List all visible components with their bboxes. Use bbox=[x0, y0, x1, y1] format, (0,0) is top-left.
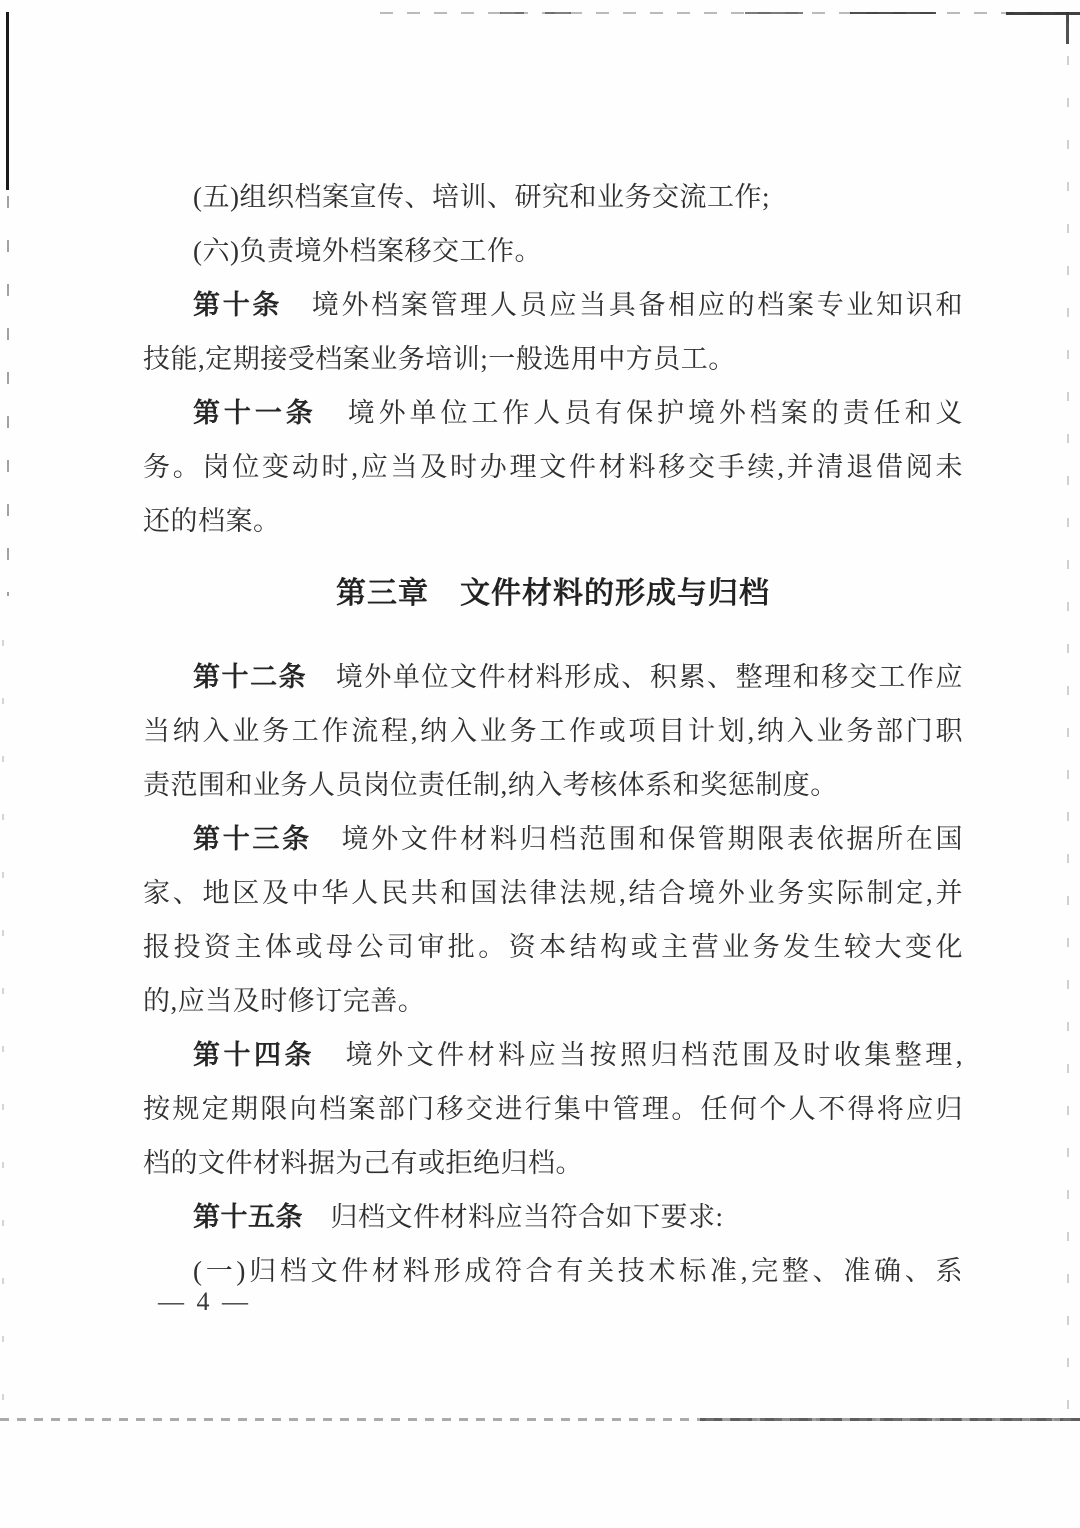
scan-artifact-left-edge-line bbox=[6, 12, 9, 190]
text-run: 家、地区及中华人民共和国法律法规,结合境外业务实际制定,并 bbox=[143, 878, 963, 908]
text-run: 报投资主体或母公司审批。资本结构或主营业务发生较大变化 bbox=[143, 932, 963, 962]
document-line bbox=[143, 1190, 963, 1244]
scan-artifact-right-edge bbox=[1067, 14, 1069, 1410]
scan-artifact-left-edge-dashes bbox=[7, 196, 9, 596]
scan-artifact-top-segment bbox=[500, 12, 524, 14]
document-line bbox=[143, 974, 963, 1028]
document-line bbox=[143, 494, 963, 548]
scan-artifact-top-segment bbox=[745, 12, 803, 14]
text-run: 技能,定期接受档案业务培训;一般选用中方员工。 bbox=[143, 344, 736, 374]
text-run: 归档文件材料应当符合如下要求: bbox=[303, 1202, 724, 1232]
text-run: (一)归档文件材料形成符合有关技术标准,完整、准确、系 bbox=[193, 1256, 963, 1286]
document-line bbox=[143, 1028, 963, 1082]
text-run: 按规定期限向档案部门移交进行集中管理。任何个人不得将应归 bbox=[143, 1094, 963, 1124]
text-run: 当纳入业务工作流程,纳入业务工作或项目计划,纳入业务部门职 bbox=[143, 716, 963, 746]
text-run: (六)负责境外档案移交工作。 bbox=[193, 236, 542, 266]
document-body bbox=[143, 170, 963, 1298]
text-run: 境外单位文件材料形成、积累、整理和移交工作应 bbox=[307, 662, 964, 692]
document-line bbox=[143, 1082, 963, 1136]
text-run: 务。岗位变动时,应当及时办理文件材料移交手续,并清退借阅未 bbox=[143, 452, 963, 482]
document-line bbox=[143, 1136, 963, 1190]
scan-artifact-top-segment bbox=[850, 12, 936, 14]
article-number: 第十五条 bbox=[193, 1202, 303, 1232]
scan-artifact-top-segment bbox=[1006, 12, 1080, 15]
scan-artifact-top-segment bbox=[545, 12, 571, 14]
scan-artifact-bottom-edge bbox=[0, 1418, 1080, 1421]
document-line bbox=[143, 386, 963, 440]
scan-artifact-bottom-edge-dark bbox=[700, 1418, 1080, 1421]
document-line bbox=[143, 758, 963, 812]
text-run: 境外单位工作人员有保护境外档案的责任和义 bbox=[316, 398, 963, 428]
document-line bbox=[143, 440, 963, 494]
text-run: 的,应当及时修订完善。 bbox=[143, 986, 426, 1016]
text-run: 还的档案。 bbox=[143, 506, 281, 536]
document-line bbox=[143, 278, 963, 332]
article-number: 第十二条 bbox=[193, 662, 308, 692]
document-line bbox=[143, 704, 963, 758]
text-run: (五)组织档案宣传、培训、研究和业务交流工作; bbox=[193, 182, 770, 212]
text-run: 境外文件材料应当按照归档范围及时收集整理, bbox=[315, 1040, 964, 1070]
article-number: 第十一条 bbox=[193, 398, 317, 428]
document-line bbox=[143, 920, 963, 974]
document-line bbox=[143, 650, 963, 704]
article-number: 第十三条 bbox=[193, 824, 312, 854]
scan-artifact-top-right-corner bbox=[1066, 12, 1069, 44]
document-line bbox=[143, 332, 963, 386]
document-line bbox=[143, 170, 963, 224]
document-line bbox=[143, 812, 963, 866]
document-line bbox=[143, 866, 963, 920]
text-run: 境外文件材料归档范围和保管期限表依据所在国 bbox=[311, 824, 964, 854]
page-number: — 4 — bbox=[158, 1287, 251, 1316]
text-run: 责范围和业务人员岗位责任制,纳入考核体系和奖惩制度。 bbox=[143, 770, 838, 800]
text-run: 境外档案管理人员应当具备相应的档案专业知识和 bbox=[282, 290, 964, 320]
document-line bbox=[143, 1244, 963, 1298]
document-line bbox=[143, 224, 963, 278]
article-number: 第十四条 bbox=[193, 1040, 316, 1070]
scan-artifact-left-lower-dashes bbox=[2, 640, 4, 1410]
text-run: 档的文件材料据为己有或拒绝归档。 bbox=[143, 1148, 583, 1178]
article-number: 第十条 bbox=[193, 290, 283, 320]
chapter-heading: 第三章 文件材料的形成与归档 bbox=[336, 577, 770, 610]
scan-artifact-top-edge bbox=[380, 12, 1080, 14]
